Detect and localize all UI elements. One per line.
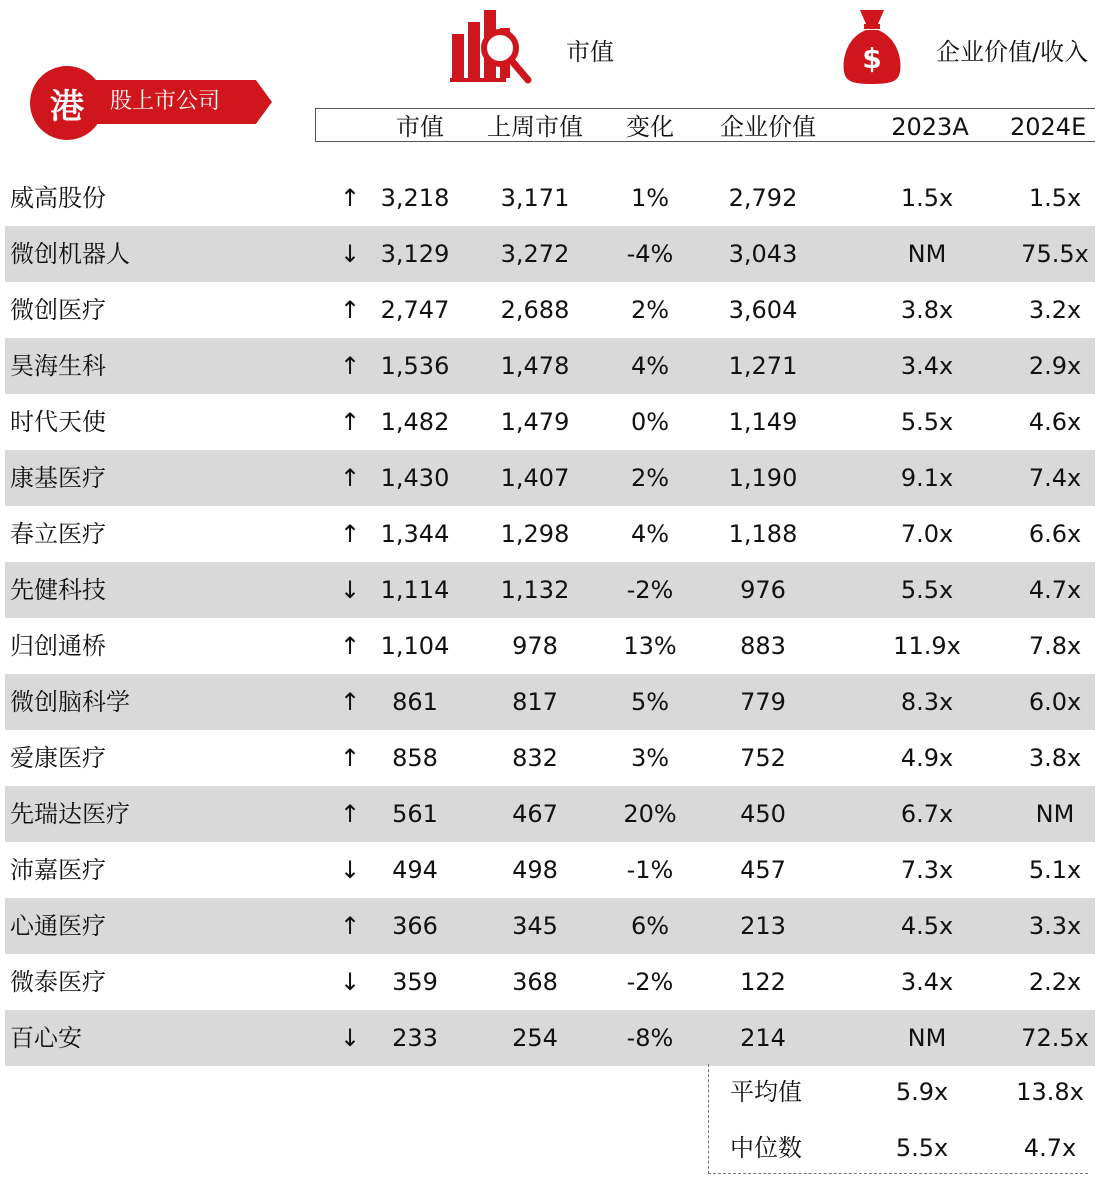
market-cap-group-label: 市值 [566, 38, 614, 66]
company-name: 昊海生科 [10, 352, 106, 380]
change-value: 5% [630, 688, 670, 716]
ev-revenue-2024: 3.8x [1028, 744, 1082, 772]
trend-arrow-icon: ↑ [339, 744, 361, 772]
change-value: 20% [623, 800, 677, 828]
table-row [5, 506, 1095, 562]
trend-arrow-icon: ↑ [339, 296, 361, 324]
ev-revenue-2023: 7.0x [900, 520, 954, 548]
ev-revenue-2023: NM [907, 1024, 947, 1052]
market-cap-value: 858 [392, 744, 438, 772]
market-cap-value: 1,430 [380, 464, 450, 492]
change-value: 6% [630, 912, 670, 940]
change-value: -2% [626, 968, 674, 996]
trend-arrow-icon: ↓ [339, 856, 361, 884]
ev-revenue-2024: 6.0x [1028, 688, 1082, 716]
company-name: 先瑞达医疗 [10, 800, 130, 828]
ev-revenue-2024: NM [1035, 800, 1075, 828]
change-value: 3% [630, 744, 670, 772]
ev-revenue-2023: 8.3x [900, 688, 954, 716]
summary-row-median [0, 1120, 1080, 1176]
market-cap-value: 1,344 [380, 520, 450, 548]
change-value: -1% [626, 856, 674, 884]
table-row [5, 226, 1095, 282]
change-value: 1% [630, 184, 670, 212]
market-cap-value: 3,129 [380, 240, 450, 268]
trend-arrow-icon: ↓ [339, 968, 361, 996]
ev-revenue-2023: 11.9x [893, 632, 961, 660]
table-row [5, 394, 1095, 450]
company-name: 春立医疗 [10, 520, 106, 548]
summary-label: 平均值 [730, 1078, 802, 1106]
ev-revenue-2024: 3.3x [1028, 912, 1082, 940]
ev-revenue-2023: NM [907, 240, 947, 268]
change-value: -8% [626, 1024, 674, 1052]
summary-2024: 4.7x [1023, 1134, 1077, 1162]
ev-revenue-2023: 3.4x [900, 352, 954, 380]
trend-arrow-icon: ↑ [339, 184, 361, 212]
ev-revenue-2023: 1.5x [900, 184, 954, 212]
ev-revenue-2023: 3.4x [900, 968, 954, 996]
enterprise-value: 976 [740, 576, 786, 604]
trend-arrow-icon: ↑ [339, 464, 361, 492]
trend-arrow-icon: ↑ [339, 912, 361, 940]
col-header-2023: 2023A [891, 113, 969, 141]
company-name: 微创机器人 [10, 240, 130, 268]
prev-market-cap-value: 1,407 [500, 464, 570, 492]
market-cap-value: 1,104 [380, 632, 450, 660]
market-cap-value: 3,218 [380, 184, 450, 212]
market-cap-value: 233 [392, 1024, 438, 1052]
badge-subtitle: 股上市公司 [110, 89, 221, 114]
enterprise-value: 1,190 [728, 464, 798, 492]
company-name: 爱康医疗 [10, 744, 106, 772]
market-cap-value: 366 [392, 912, 438, 940]
enterprise-value: 2,792 [728, 184, 798, 212]
enterprise-value: 450 [740, 800, 786, 828]
table-row [5, 562, 1095, 618]
ev-revenue-2024: 7.4x [1028, 464, 1082, 492]
ev-revenue-2024: 2.9x [1028, 352, 1082, 380]
table-row [5, 1010, 1095, 1066]
prev-market-cap-value: 817 [512, 688, 558, 716]
company-name: 先健科技 [10, 576, 106, 604]
company-name: 归创通桥 [10, 632, 106, 660]
enterprise-value: 1,188 [728, 520, 798, 548]
ev-revenue-2024: 1.5x [1028, 184, 1082, 212]
ev-revenue-2024: 2.2x [1028, 968, 1082, 996]
ev-revenue-2023: 4.9x [900, 744, 954, 772]
summary-2023: 5.9x [895, 1078, 949, 1106]
trend-arrow-icon: ↑ [339, 408, 361, 436]
col-header-change: 变化 [626, 113, 674, 141]
prev-market-cap-value: 467 [512, 800, 558, 828]
ev-revenue-group-label: 企业价值/收入 [936, 38, 1089, 66]
ev-revenue-2024: 72.5x [1021, 1024, 1089, 1052]
trend-arrow-icon: ↑ [339, 800, 361, 828]
trend-arrow-icon: ↑ [339, 632, 361, 660]
money-bag-dollar-icon [840, 6, 904, 86]
company-name: 沛嘉医疗 [10, 856, 106, 884]
table-row [5, 618, 1095, 674]
ev-revenue-2023: 5.5x [900, 576, 954, 604]
change-value: 0% [630, 408, 670, 436]
table-row [5, 898, 1095, 954]
table-row [5, 786, 1095, 842]
company-name: 微创医疗 [10, 296, 106, 324]
summary-label: 中位数 [730, 1134, 802, 1162]
company-name: 康基医疗 [10, 464, 106, 492]
enterprise-value: 3,043 [728, 240, 798, 268]
trend-arrow-icon: ↓ [339, 240, 361, 268]
market-cap-value: 494 [392, 856, 438, 884]
ev-revenue-2023: 7.3x [900, 856, 954, 884]
table-row [5, 674, 1095, 730]
table-row [5, 282, 1095, 338]
company-name: 时代天使 [10, 408, 106, 436]
enterprise-value: 1,271 [728, 352, 798, 380]
change-value: 4% [630, 520, 670, 548]
company-name: 微创脑科学 [10, 688, 130, 716]
summary-2024: 13.8x [1016, 1078, 1084, 1106]
col-header-market-cap: 市值 [396, 113, 444, 141]
table-row [5, 338, 1095, 394]
change-value: -4% [626, 240, 674, 268]
enterprise-value: 1,149 [728, 408, 798, 436]
prev-market-cap-value: 254 [512, 1024, 558, 1052]
summary-2023: 5.5x [895, 1134, 949, 1162]
table-row [5, 730, 1095, 786]
table-row [5, 170, 1095, 226]
ev-revenue-2024: 5.1x [1028, 856, 1082, 884]
ev-revenue-2023: 6.7x [900, 800, 954, 828]
trend-arrow-icon: ↑ [339, 688, 361, 716]
trend-arrow-icon: ↓ [339, 576, 361, 604]
table-row [5, 450, 1095, 506]
prev-market-cap-value: 3,171 [500, 184, 570, 212]
trend-arrow-icon: ↑ [339, 352, 361, 380]
market-cap-value: 359 [392, 968, 438, 996]
enterprise-value: 883 [740, 632, 786, 660]
bar-chart-magnifier-icon [450, 4, 534, 84]
change-value: 2% [630, 464, 670, 492]
ev-revenue-2023: 3.8x [900, 296, 954, 324]
ev-revenue-2023: 5.5x [900, 408, 954, 436]
summary-row-average [0, 1064, 1084, 1120]
ev-revenue-2024: 3.2x [1028, 296, 1082, 324]
market-cap-value: 2,747 [380, 296, 450, 324]
market-cap-value: 1,114 [380, 576, 450, 604]
svg-text:$: $ [862, 42, 882, 75]
company-name: 百心安 [10, 1024, 82, 1052]
prev-market-cap-value: 498 [512, 856, 558, 884]
ev-revenue-2023: 9.1x [900, 464, 954, 492]
ev-revenue-2023: 4.5x [900, 912, 954, 940]
enterprise-value: 779 [740, 688, 786, 716]
prev-market-cap-value: 1,132 [500, 576, 570, 604]
col-header-enterprise-value: 企业价值 [720, 113, 816, 141]
prev-market-cap-value: 1,479 [500, 408, 570, 436]
prev-market-cap-value: 1,298 [500, 520, 570, 548]
prev-market-cap-value: 368 [512, 968, 558, 996]
enterprise-value: 214 [740, 1024, 786, 1052]
trend-arrow-icon: ↑ [339, 520, 361, 548]
prev-market-cap-value: 832 [512, 744, 558, 772]
prev-market-cap-value: 1,478 [500, 352, 570, 380]
market-cap-value: 1,536 [380, 352, 450, 380]
ev-revenue-2024: 4.7x [1028, 576, 1082, 604]
ev-revenue-2024: 75.5x [1021, 240, 1089, 268]
company-name: 心通医疗 [10, 912, 106, 940]
enterprise-value: 122 [740, 968, 786, 996]
ev-revenue-2024: 7.8x [1028, 632, 1082, 660]
col-header-prev-week-market-cap: 上周市值 [487, 113, 583, 141]
col-header-2024: 2024E [1010, 113, 1087, 141]
enterprise-value: 752 [740, 744, 786, 772]
prev-market-cap-value: 345 [512, 912, 558, 940]
market-cap-value: 1,482 [380, 408, 450, 436]
badge-circle: 港 [30, 66, 104, 140]
table-row [5, 954, 1095, 1010]
prev-market-cap-value: 2,688 [500, 296, 570, 324]
enterprise-value: 213 [740, 912, 786, 940]
ev-revenue-2024: 6.6x [1028, 520, 1082, 548]
trend-arrow-icon: ↓ [339, 1024, 361, 1052]
market-cap-value: 561 [392, 800, 438, 828]
prev-market-cap-value: 978 [512, 632, 558, 660]
prev-market-cap-value: 3,272 [500, 240, 570, 268]
table-row [5, 842, 1095, 898]
company-name: 微泰医疗 [10, 968, 106, 996]
change-value: -2% [626, 576, 674, 604]
change-value: 2% [630, 296, 670, 324]
market-cap-value: 861 [392, 688, 438, 716]
hk-listed-badge [30, 66, 250, 140]
enterprise-value: 3,604 [728, 296, 798, 324]
ev-revenue-2024: 4.6x [1028, 408, 1082, 436]
company-name: 威高股份 [10, 184, 106, 212]
enterprise-value: 457 [740, 856, 786, 884]
change-value: 4% [630, 352, 670, 380]
change-value: 13% [623, 632, 677, 660]
